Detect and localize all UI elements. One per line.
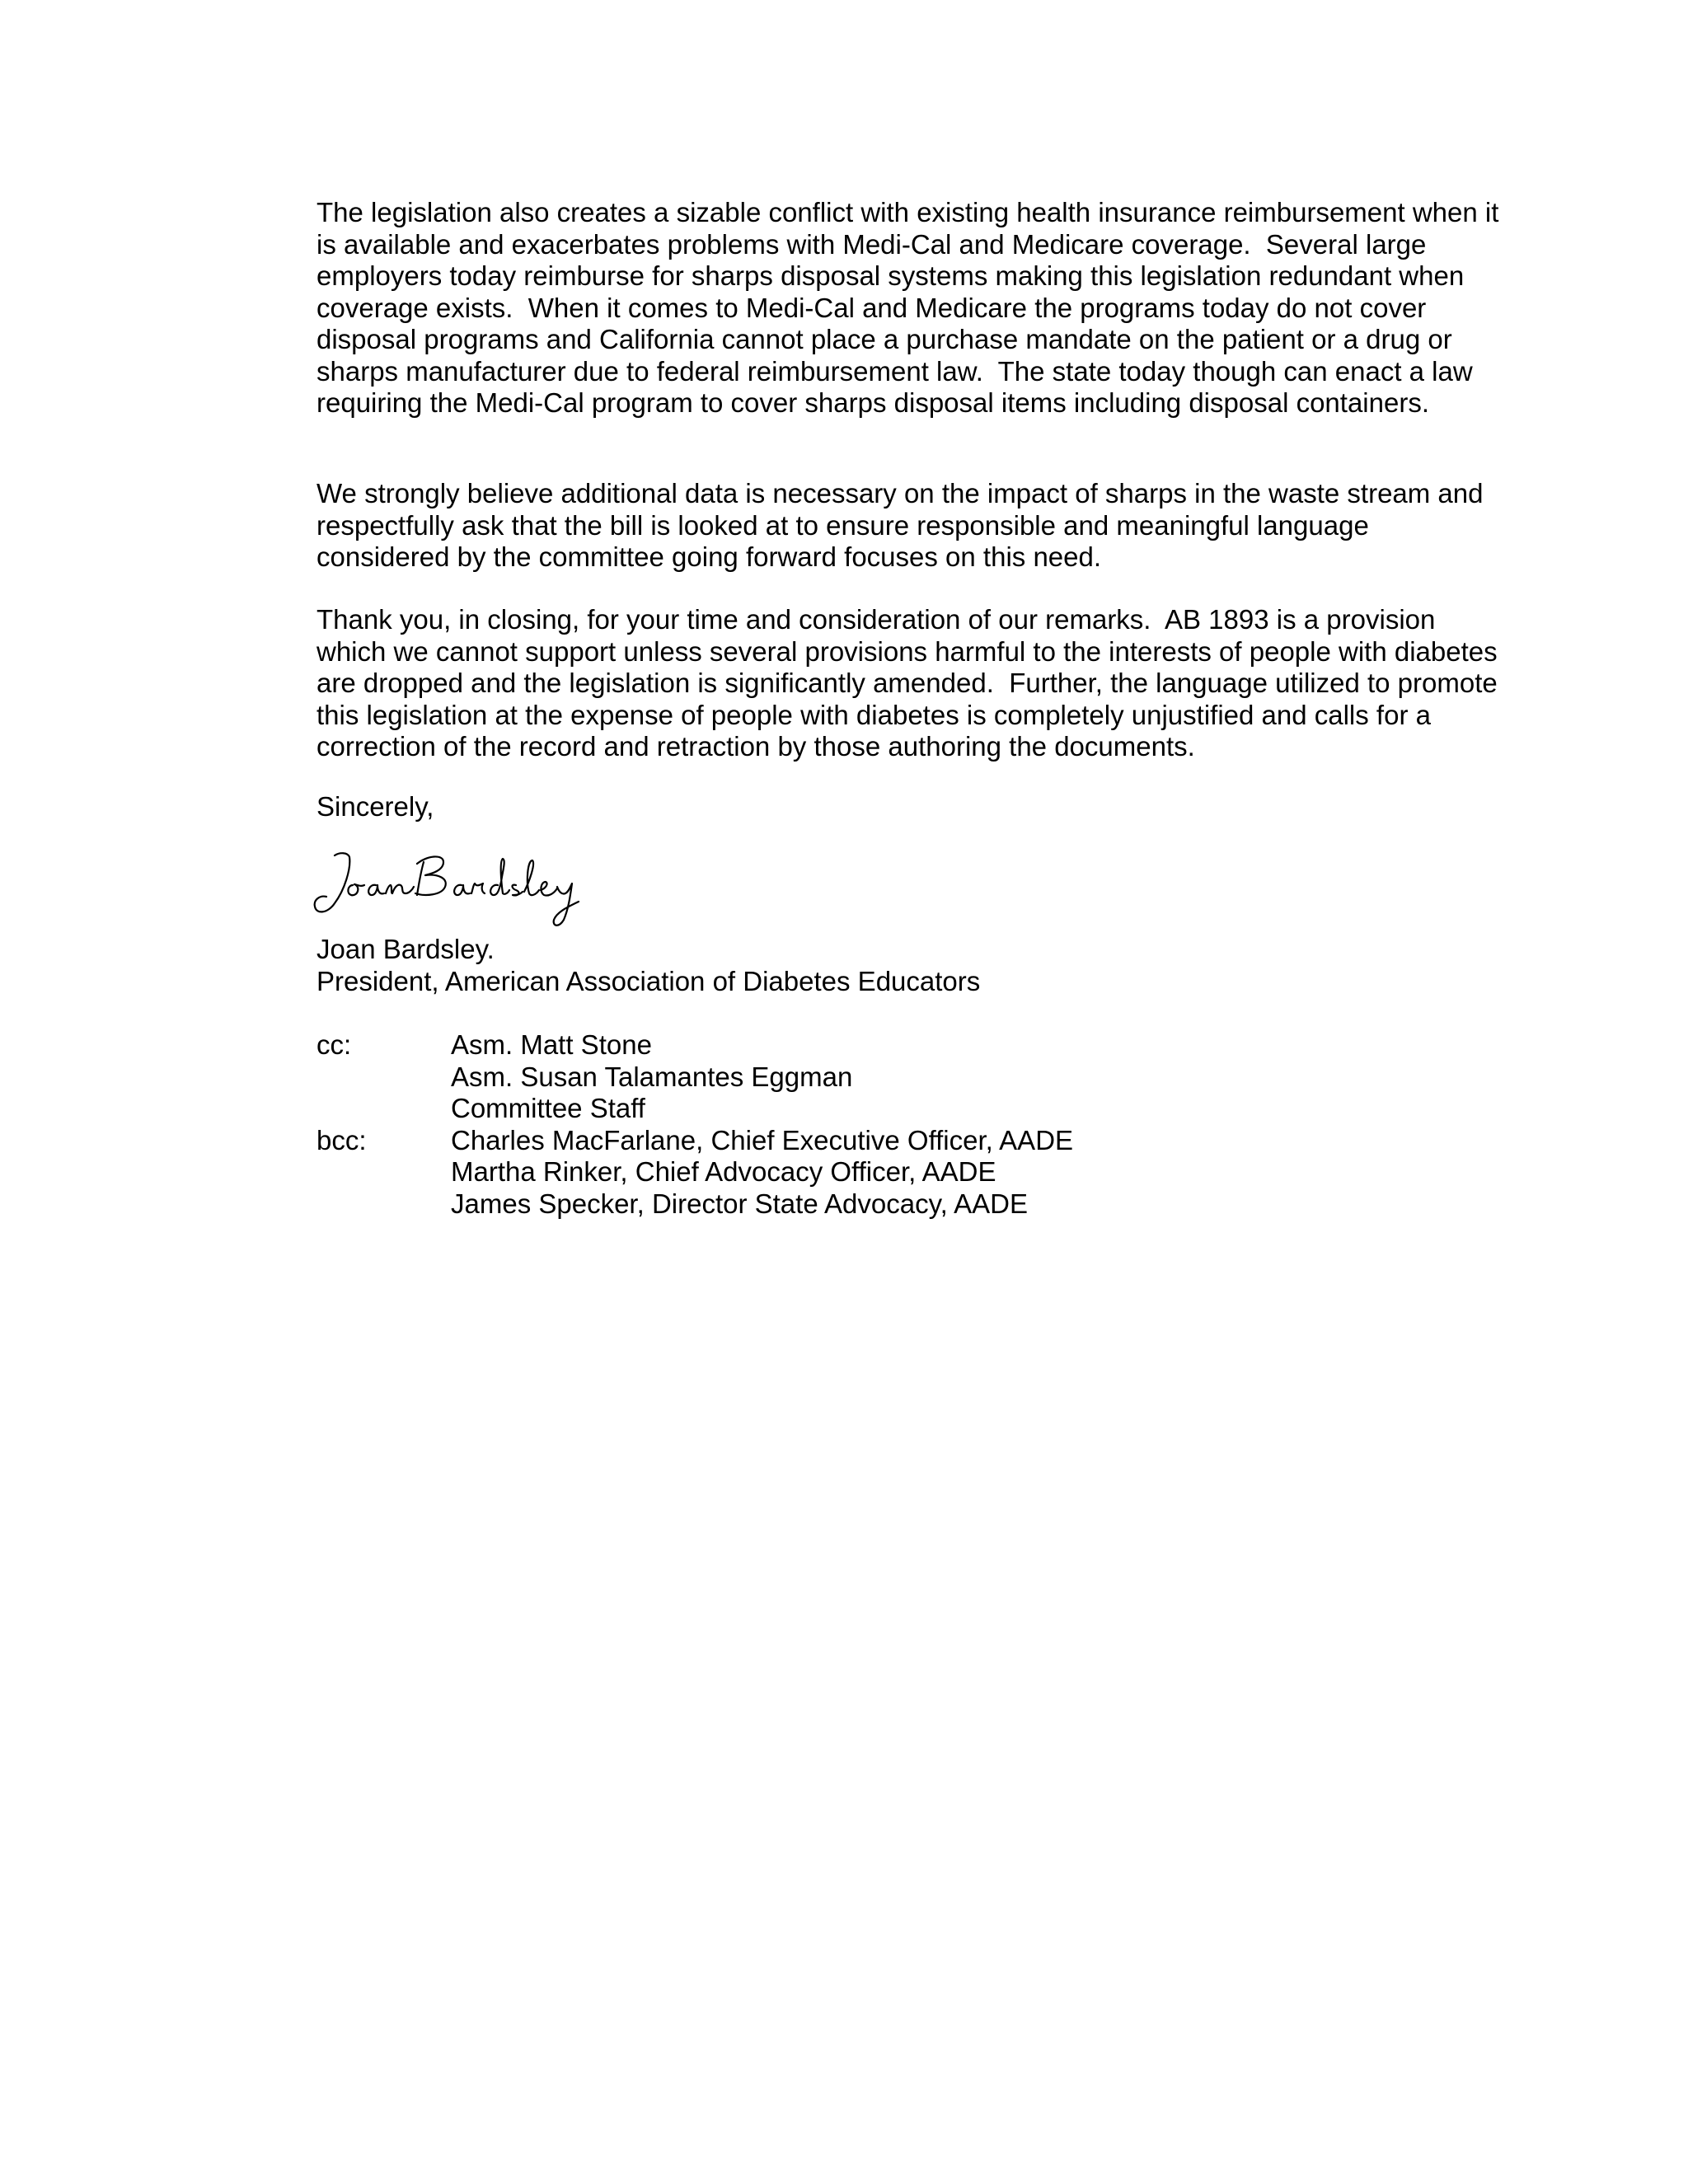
paragraph-line: coverage exists. When it comes to Medi-Cal and Medicare the programs today do not cover xyxy=(316,292,1427,323)
paragraph-line: are dropped and the legislation is significantly amended. Further, the language utilized to promote xyxy=(316,668,1498,698)
paragraph-line: Thank you, in closing, for your time and consideration of our remarks. AB 1893 is a provision xyxy=(316,604,1436,635)
cc-name: Committee Staff xyxy=(451,1093,645,1123)
cc-name: Asm. Susan Talamantes Eggman xyxy=(451,1061,853,1092)
signer-title: President, American Association of Diabetes Educators xyxy=(316,966,981,996)
bcc-label: bcc: xyxy=(316,1124,367,1155)
bcc-name: Charles MacFarlane, Chief Executive Officer, AADE xyxy=(451,1124,1074,1155)
paragraph-line: considered by the committee going forward focuses on this need. xyxy=(316,541,1102,572)
paragraph-line: The legislation also creates a sizable conflict with existing health insurance reimbursement when it xyxy=(316,197,1499,227)
bcc-row xyxy=(316,1125,1073,1221)
paragraph-line: correction of the record and retraction by those authoring the documents. xyxy=(316,731,1195,762)
paragraph-line: this legislation at the expense of people with diabetes is completely unjustified and calls for a xyxy=(316,699,1431,730)
cc-row xyxy=(316,1029,1073,1125)
paragraph-line: respectfully ask that the bill is looked at to ensure responsible and meaningful language xyxy=(316,509,1369,541)
paragraph-line: is available and exacerbates problems with Medi-Cal and Medicare coverage. Several large xyxy=(316,228,1427,260)
paragraph-line: employers today reimburse for sharps disposal systems making this legislation redundant when xyxy=(316,260,1465,291)
signer-name: Joan Bardsley. xyxy=(316,934,495,964)
distribution-list xyxy=(316,1029,1073,1220)
bcc-name: James Specker, Director State Advocacy, AADE xyxy=(451,1188,1029,1219)
handwritten-signature xyxy=(312,849,625,931)
paragraph-line: requiring the Medi-Cal program to cover sharps disposal items including disposal containers. xyxy=(316,387,1429,418)
paragraph-additional-data xyxy=(316,478,1528,574)
cc-label: cc: xyxy=(316,1029,352,1060)
paragraph-closing-remarks xyxy=(316,604,1528,763)
paragraph-line: disposal programs and California cannot place a purchase mandate on the patient or a drug or xyxy=(316,324,1452,354)
cc-names xyxy=(451,1029,852,1125)
bcc-name: Martha Rinker, Chief Advocacy Officer, AADE xyxy=(451,1156,996,1187)
paragraph-line: We strongly believe additional data is necessary on the impact of sharps in the waste stream and xyxy=(316,478,1484,509)
paragraph-reimbursement-conflict xyxy=(316,197,1528,419)
bcc-names xyxy=(451,1125,1073,1221)
cc-name: Asm. Matt Stone xyxy=(451,1029,652,1060)
paragraph-line: which we cannot support unless several provisions harmful to the interests of people with diabetes xyxy=(316,635,1498,667)
paragraph-line: sharps manufacturer due to federal reimbursement law. The state today though can enact a law xyxy=(316,355,1473,387)
closing-salutation: Sincerely, xyxy=(316,791,434,822)
